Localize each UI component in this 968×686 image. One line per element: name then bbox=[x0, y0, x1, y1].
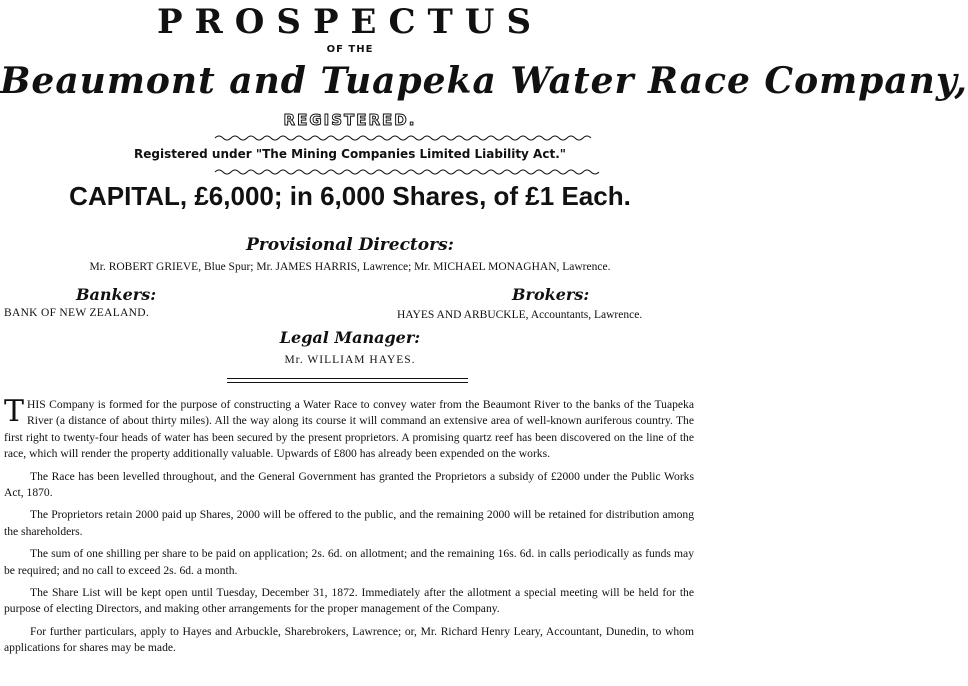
paragraph-purpose-text: HIS Company is formed for the purpose of constructing a Water Race to convey water from the Beaumont River to the banks of the Tuapeka River (a distance of about thirty miles). All the way along its course it will command an extensive area of well-known auriferous country. The first right to twenty-four heads of water has been secured by the present proprietors. A promising quartz reef has been discovered on the line of the race, which will render the property additionally valuable. Upwards of £800 has already been expended on the works. bbox=[4, 398, 694, 461]
directors-names: Mr. ROBERT GRIEVE, Blue Spur; Mr. JAMES HARRIS, Lawrence; Mr. MICHAEL MONAGHAN, Lawrence. bbox=[89, 261, 611, 273]
bankers-label: Bankers: bbox=[76, 285, 157, 304]
paragraph-shares: The Proprietors retain 2000 paid up Shares, 2000 will be offered to the public, and the remaining 2000 will be retained for distribution among the shareholders. bbox=[4, 508, 694, 538]
double-rule-top bbox=[227, 378, 468, 379]
paragraph-payment: The sum of one shilling per share to be paid on application; 2s. 6d. on allotment; and the remaining 16s. 6d. in calls periodically as funds may be required; and no call to exceed 2s. 6d. a month. bbox=[4, 547, 694, 577]
drop-cap: T bbox=[4, 394, 25, 429]
legal-manager-name: Mr. WILLIAM HAYES. bbox=[284, 354, 416, 366]
company-name: Beaumont and Tuapeka Water Race Company, bbox=[0, 60, 968, 102]
prospectus-body bbox=[4, 394, 694, 663]
of-the-line: OF THE bbox=[326, 44, 374, 55]
provisional-directors-label: Provisional Directors: bbox=[246, 235, 454, 255]
paragraph-share-list: The Share List will be kept open until Tuesday, December 31, 1872. Immediately after the allotment a special meeting will be held for the purpose of electing Directors, and making other arrangements for the proper management of the Company. bbox=[4, 586, 694, 616]
paragraph-purpose bbox=[4, 394, 694, 463]
capital-line: CAPITAL, £6,000; in 6,000 Shares, of £1 Each. bbox=[69, 181, 631, 211]
paragraph-levelled: The Race has been levelled throughout, and the General Government has granted the Proprietors a subsidy of £2000 under the Public Works Act, 1870. bbox=[4, 469, 694, 500]
wavy-divider-top bbox=[0, 134, 700, 142]
broker-name: HAYES AND ARBUCKLE, Accountants, Lawrence. bbox=[397, 309, 643, 321]
paragraph-further-particulars: For further particulars, apply to Hayes and Arbuckle, Sharebrokers, Lawrence; or, Mr. Richard Henry Leary, Accountant, Dunedin, to whom applications for shares may be made. bbox=[4, 624, 694, 655]
registered-heading: REGISTERED. bbox=[283, 111, 417, 129]
prospectus-title: PROSPECTUS bbox=[156, 2, 544, 42]
bank-name: BANK OF NEW ZEALAND. bbox=[4, 307, 150, 319]
double-rule-bottom bbox=[227, 382, 468, 383]
brokers-label: Brokers: bbox=[512, 285, 590, 304]
legal-manager-label: Legal Manager: bbox=[279, 328, 421, 347]
registered-under-line: Registered under "The Mining Companies Limited Liability Act." bbox=[134, 147, 566, 161]
wavy-divider-middle bbox=[0, 168, 700, 176]
